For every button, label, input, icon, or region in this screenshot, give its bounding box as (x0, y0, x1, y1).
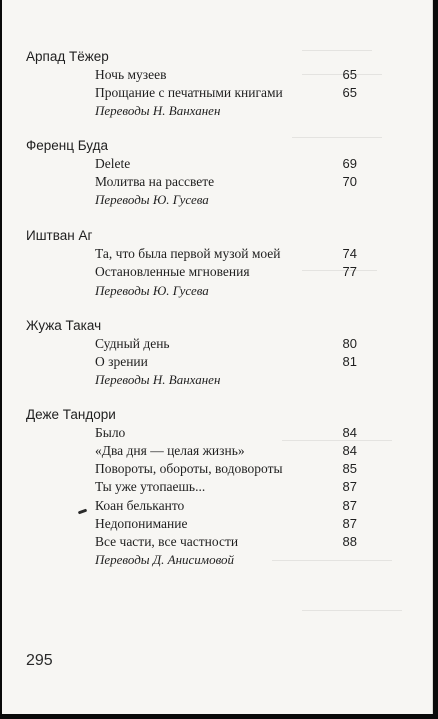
toc-entry-title: Коан бельканто (95, 498, 185, 513)
toc-entry-title: О зрении (95, 354, 148, 369)
toc-entry-page: 69 (342, 156, 357, 171)
toc-entry-title: Повороты, обороты, водовороты (95, 461, 283, 476)
toc-entry-title: Ты уже утопаешь... (95, 479, 206, 494)
author-name: Жужа Такач (26, 318, 102, 333)
toc-entry-title: Остановленные мгновения (95, 264, 250, 279)
toc-entry-title: Ночь музеев (95, 67, 167, 82)
toc-entry-title: Delete (95, 156, 131, 171)
toc-entry-page: 87 (342, 479, 357, 494)
toc-entry-page: 80 (342, 336, 357, 351)
show-through-line (282, 440, 392, 441)
book-page (2, 0, 433, 714)
toc-entry-page: 87 (342, 516, 357, 531)
translator-credit: Переводы Ю. Гусева (95, 192, 209, 207)
translator-credit: Переводы Ю. Гусева (95, 283, 209, 298)
translator-credit: Переводы Н. Ванханен (95, 372, 221, 387)
toc-entry-page: 81 (342, 354, 357, 369)
page-number: 295 (26, 652, 53, 669)
toc-entry-title: Молитва на рассвете (95, 174, 215, 189)
toc-entry-title: Та, что была первой музой моей (95, 246, 281, 261)
toc-entry-title: Недопонимание (95, 516, 188, 531)
toc-entry-page: 88 (342, 534, 357, 549)
toc-entry-page: 85 (342, 461, 357, 476)
author-name: Иштван Аг (26, 228, 93, 243)
toc-entry-title: «Два дня — целая жизнь» (95, 443, 245, 458)
toc-entry-page: 77 (342, 264, 357, 279)
toc-entry-page: 84 (342, 425, 357, 440)
show-through-line (292, 137, 382, 138)
show-through-line (302, 610, 402, 611)
toc-entry-title: Прощание с печатными книгами (95, 85, 283, 100)
toc-entry-page: 87 (342, 498, 357, 513)
translator-credit: Переводы Н. Ванханен (95, 103, 221, 118)
toc-entry-page: 65 (342, 85, 357, 100)
toc-entry-page: 70 (342, 174, 357, 189)
show-through-line (272, 560, 392, 561)
toc-entry-title: Было (95, 425, 126, 440)
toc-entry-page: 84 (342, 443, 357, 458)
translator-credit: Переводы Д. Анисимовой (95, 552, 235, 567)
pen-mark (78, 509, 87, 515)
toc-entry-page: 74 (342, 246, 357, 261)
toc-entry-title: Судный день (95, 336, 170, 351)
show-through-line (302, 50, 372, 51)
author-name: Арпад Тёжер (26, 49, 109, 64)
toc-entry-title: Все части, все частности (95, 534, 239, 549)
author-name: Деже Тандори (26, 407, 116, 422)
toc-entry-page: 65 (342, 67, 357, 82)
author-name: Ференц Буда (26, 138, 108, 153)
